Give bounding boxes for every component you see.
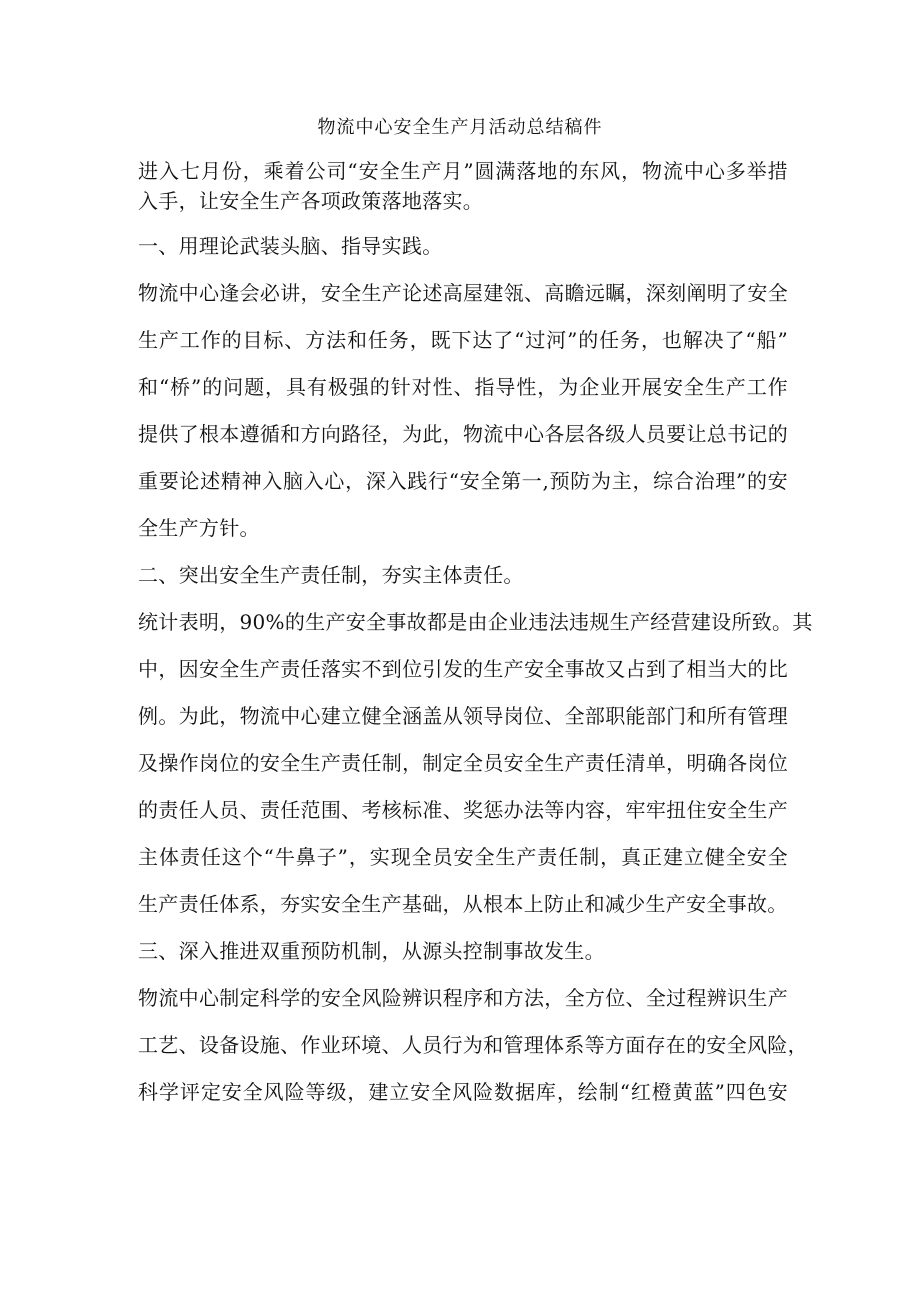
paragraph-line: 生产工作的目标、方法和任务，既下达了“过河”的任务，也解决了“船” — [138, 328, 788, 352]
paragraph-line: 生产责任体系，夯实安全生产基础，从根本上防止和减少生产安全事故。 — [138, 892, 788, 916]
paragraph-line: 和“桥”的问题，具有极强的针对性、指导性，为企业开展安全生产工作 — [138, 375, 788, 399]
paragraph-line: 的责任人员、责任范围、考核标准、奖惩办法等内容，牢牢扭住安全生产 — [138, 798, 788, 822]
section-heading: 二、突出安全生产责任制，夯实主体责任。 — [138, 563, 524, 587]
paragraph-line: 例。为此，物流中心建立健全涵盖从领导岗位、全部职能部门和所有管理 — [138, 704, 788, 728]
paragraph-line: 物流中心逢会必讲，安全生产论述高屋建瓴、高瞻远瞩，深刻阐明了安全 — [138, 281, 788, 305]
section-heading: 一、用理论武装头脑、指导实践。 — [138, 234, 443, 258]
paragraph-line: 全生产方针。 — [138, 516, 260, 540]
paragraph-line: 重要论述精神入脑入心，深入践行“安全第一,预防为主，综合治理”的安 — [138, 469, 788, 493]
paragraph-line: 主体责任这个“牛鼻子”，实现全员安全生产责任制，真正建立健全安全 — [138, 845, 788, 869]
paragraph-line: 入手，让安全生产各项政策落地落实。 — [138, 189, 484, 213]
paragraph-line: 物流中心制定科学的安全风险辨识程序和方法，全方位、全过程辨识生产 — [138, 986, 788, 1010]
paragraph-line: 科学评定安全风险等级，建立安全风险数据库，绘制“红橙黄蓝”四色安 — [138, 1080, 788, 1104]
paragraph-line: 统计表明，90%的生产安全事故都是由企业违法违规生产经营建设所致。其 — [138, 610, 813, 634]
document-title: 物流中心安全生产月活动总结稿件 — [317, 117, 603, 138]
paragraph-line: 中，因安全生产责任落实不到位引发的生产安全事故又占到了相当大的比 — [138, 657, 788, 681]
section-heading: 三、深入推进双重预防机制，从源头控制事故发生。 — [138, 939, 605, 963]
paragraph-line: 提供了根本遵循和方向路径，为此，物流中心各层各级人员要让总书记的 — [138, 422, 788, 446]
paragraph-line: 进入七月份，乘着公司“安全生产月”圆满落地的东风，物流中心多举措 — [138, 159, 788, 183]
paragraph-line: 及操作岗位的安全生产责任制，制定全员安全生产责任清单，明确各岗位 — [138, 751, 788, 775]
paragraph-line: 工艺、设备设施、作业环境、人员行为和管理体系等方面存在的安全风险， — [138, 1033, 808, 1057]
